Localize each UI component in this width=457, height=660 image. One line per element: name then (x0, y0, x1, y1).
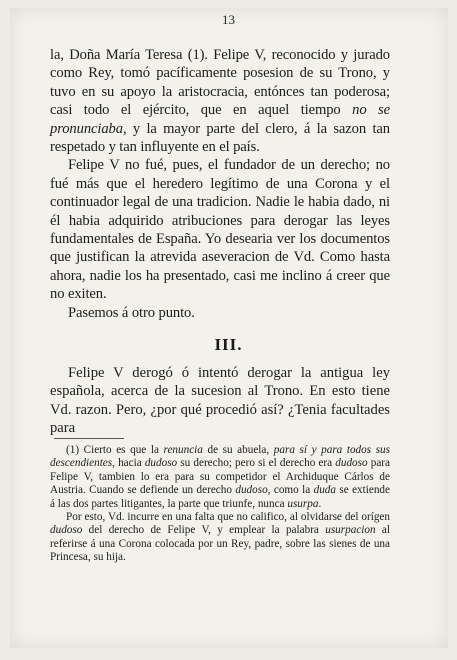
footnote-1 (50, 444, 390, 511)
footnotes (50, 444, 390, 565)
fn1-italic: duda (313, 484, 336, 497)
fn1-italic: usurpa (287, 497, 319, 510)
section-heading: III. (214, 335, 243, 354)
fn1-part: , hacia (112, 457, 145, 470)
main-text (50, 46, 390, 322)
fn1-part: . (318, 497, 322, 510)
paragraph-1-after: , y la mayor parte del clero, á la sazon tan respetado y tan influyente en el país. (50, 120, 390, 156)
fn1-italic: dudoso (335, 457, 368, 470)
paragraph-2: Felipe V no fué, pues, el fundador de un derecho; no fué más que el heredero legítimo de una Corona y el continuador legal de una tradicion. Nadie le habia dado, ni él habia adquirido atribuciones para derogar las leyes fundamentales de España. Yo desearia ver los documentos que justifican la atrevida aseveracion de Vd. Como hasta ahora, nadie los ha presentado, casi me inclino á creer que no exiten. (50, 157, 390, 303)
fn2-italic: usurpacion (325, 524, 376, 537)
paragraph-1 (50, 46, 390, 156)
footnote-2 (50, 511, 390, 565)
fn2-italic: dudoso (50, 524, 83, 537)
paragraph-1-italic: no se pronunciaba (50, 102, 391, 137)
fn1-part: se extiende á las dos partes litigantes, la parte que triunfe, nunca (50, 484, 390, 510)
paragraph-1-text: la, Doña María Teresa (1). Felipe V, reconocido y jurado como Rey, tomó pacíficamente posesion de su Trono, y tuvo en su apoyo la aristocracia, entónces tan poderosa; casi todo el ejército, que en aquel tiempo (50, 47, 390, 119)
fn2-part: del derecho de Felipe V, y emplear la palabra (82, 524, 326, 537)
fn1-part: de su abuela, (202, 444, 274, 456)
paragraph-4: Felipe V derogó ó intentó derogar la antigua ley española, acerca de la sucesion al Trono. En esto tiene Vd. razon. Pero, ¿por qué procedió así? ¿Tenia facultades para (50, 365, 390, 437)
page-number: 13 (222, 12, 235, 27)
fn1-italic: dudoso (235, 484, 268, 497)
fn1-italic: para sí y para todos sus descendientes (50, 444, 390, 470)
paragraph-3: Pasemos á otro punto. (68, 304, 195, 321)
fn1-part: su derecho; pero si el derecho era (177, 457, 336, 470)
fn2-part: Por esto, Vd. incurre en una falta que no califico, al olvidarse del orígen (66, 511, 390, 524)
fn1-italic: dudoso (144, 457, 178, 470)
fn2-part: al referirse á una Corona colocada por un Rey, padre, sobre las sienes de una Princesa, su hija. (50, 524, 390, 564)
fn1-italic: renuncia (163, 444, 203, 456)
section-text (50, 364, 390, 438)
footnote-divider (54, 438, 124, 439)
fn1-part: , como la (267, 484, 314, 497)
fn1-part: (1) Cierto es que la (66, 444, 164, 456)
fn1-part: para Felipe V, tambien lo era para su competidor el Archiduque Cárlos de Austria. Cuando se defiende un derecho (50, 457, 390, 497)
